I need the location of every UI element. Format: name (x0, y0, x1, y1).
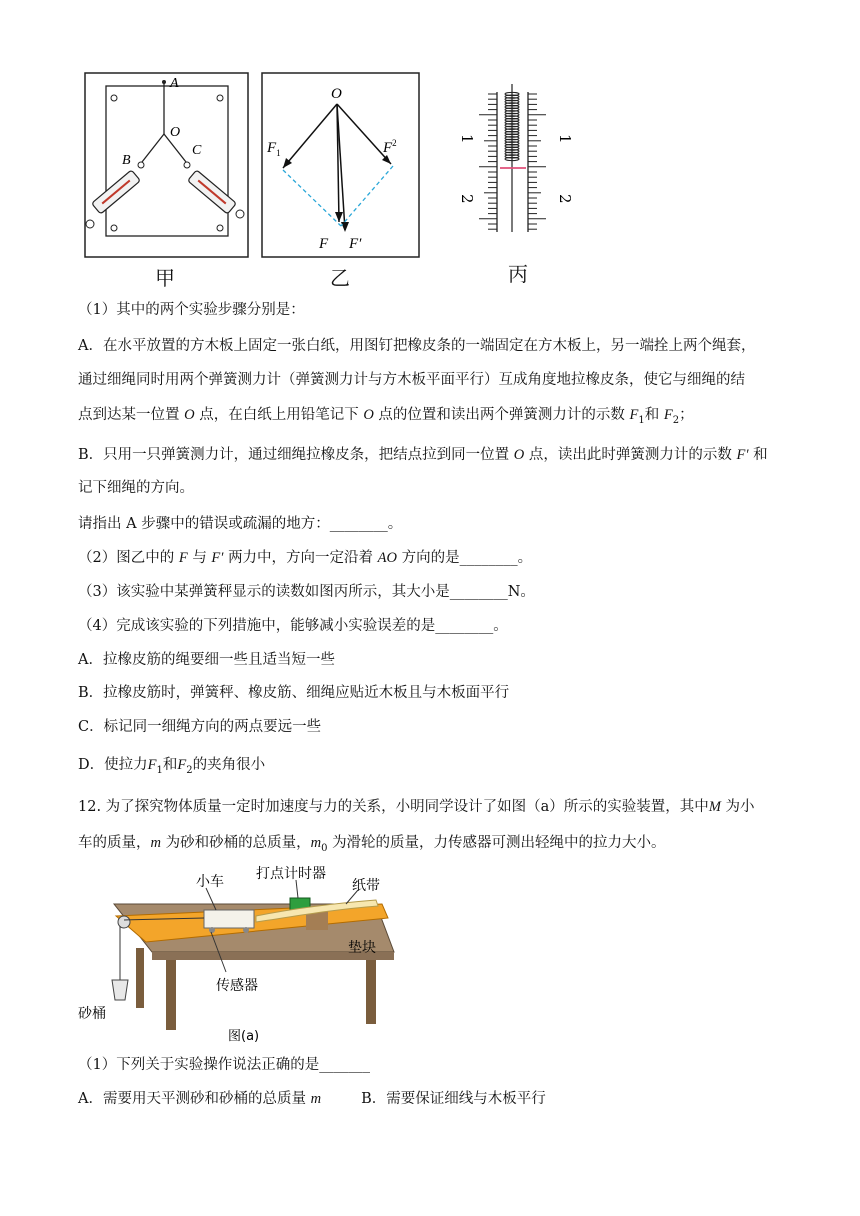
step-b-line2: 记下细绳的方向。 (78, 480, 194, 496)
tick-label-left-2: 2 (458, 194, 476, 204)
label-bucket: 砂桶 (78, 1006, 106, 1022)
label-F2: F (383, 140, 393, 156)
label-B: B (122, 153, 131, 168)
label-C: C (192, 143, 202, 158)
q3: （3）该实验中某弹簧秤显示的读数如图丙所示，其大小是________N。 (78, 584, 535, 600)
q4: （4）完成该实验的下列措施中，能够减小实验误差的是________。 (78, 618, 508, 634)
label-tape: 纸带 (352, 878, 380, 894)
tick-label-right-1: 1 (556, 134, 574, 144)
figure-yi (261, 72, 421, 262)
caption-yi: 乙 (330, 266, 350, 290)
label-cart: 小车 (196, 874, 224, 890)
q12-line2: 车的质量，m 为砂和砂桶的总质量，$m_0$ 为滑轮的质量，力传感器可测出轻绳中的拉力大小。 (78, 835, 666, 854)
q2: （2）图乙中的 F 与 F′ 两力中，方向一定沿着 AO 方向的是________。 (78, 550, 533, 566)
tick-label-left-1: 1 (458, 134, 476, 144)
step-a-line2: 通过细绳同时用两个弹簧测力计（弹簧测力计与方木板平面平行）互成角度地拉橡皮条，使它与细绳的结 (78, 372, 745, 388)
figure-bing (442, 82, 592, 252)
svg-text:F2: $F^2$ (383, 138, 397, 156)
option-d: D．使拉力$F_1$和$F_2$的夹角很小 (78, 757, 266, 776)
label-A: A (170, 76, 179, 91)
label-Fprime: F′ (349, 236, 362, 252)
q1-intro: （1）其中的两个实验步骤分别是： (78, 302, 305, 318)
tick-label-right-2: 2 (556, 194, 574, 204)
option-b: B．拉橡皮筋时，弹簧秤、橡皮筋、细绳应贴近木板且与木板面平行 (78, 685, 510, 701)
q12-sub1: （1）下列关于实验操作说法正确的是_______ (78, 1057, 370, 1073)
label-O: O (170, 125, 181, 140)
step-b-line1: B．只用一只弹簧测力计，通过细绳拉橡皮条，把结点拉到同一位置 O 点，读出此时弹簧测力计的示数 F′ 和 (78, 447, 768, 463)
figure-a (76, 860, 406, 1050)
option-a: A．拉橡皮筋的绳要细一些且适当短一些 (78, 652, 335, 668)
caption-a: 图(a) (228, 1029, 260, 1044)
q12-options: A．需要用天平测砂和砂桶的总质量 m B．需要保证细线与木板平行 (78, 1091, 546, 1107)
label-O: O (331, 86, 342, 102)
step-a-line1: A．在水平放置的方木板上固定一张白纸，用图钉把橡皮条的一端固定在方木板上，另一端拴上两个绳套， (78, 338, 756, 354)
label-F: F (319, 236, 329, 252)
label-F1: F (267, 140, 277, 156)
caption-bing: 丙 (508, 262, 528, 286)
svg-text:F1: $F_1$ (267, 140, 281, 158)
option-c: C．标记同一细绳方向的两点要远一些 (78, 719, 322, 735)
q1-ask: 请指出 A 步骤中的错误或疏漏的地方：________。 (78, 516, 403, 532)
figure-jia (84, 72, 250, 262)
q12-line1: 12. 为了探究物体质量一定时加速度与力的关系，小明同学设计了如图（a）所示的实验装置，其中M 为小 (78, 799, 755, 815)
label-timer: 打点计时器 (256, 866, 326, 882)
label-sensor: 传感器 (216, 978, 258, 994)
caption-jia: 甲 (155, 266, 175, 290)
label-block: 垫块 (348, 940, 376, 956)
step-a-line3: 点到达某一位置 O 点，在白纸上用铅笔记下 O 点的位置和读出两个弹簧测力计的示数 $F_1$和 $F_2$； (78, 407, 694, 426)
